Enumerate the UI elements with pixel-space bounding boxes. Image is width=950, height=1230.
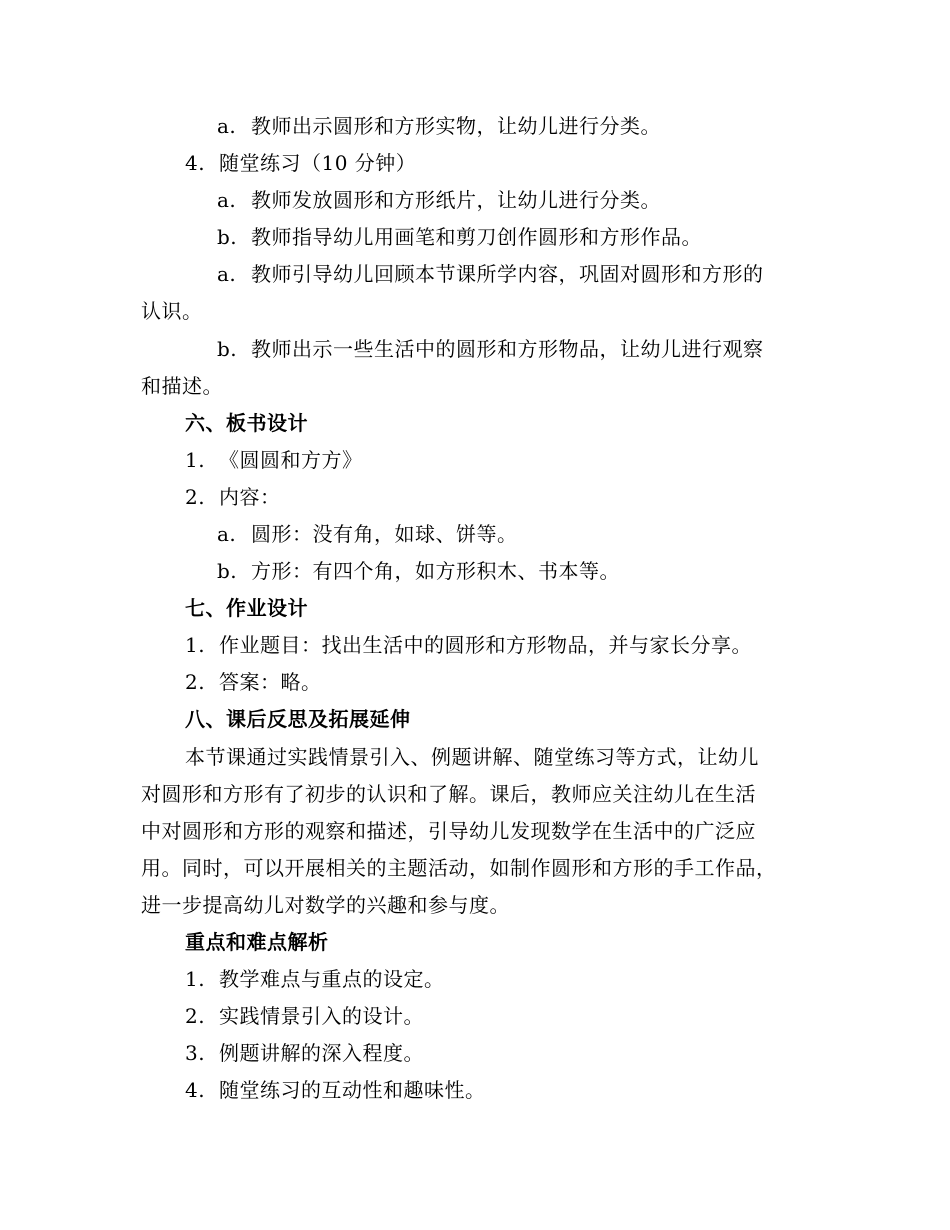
list-item-text: 内容： [219, 485, 281, 509]
section-heading: 七、作业设计 [185, 596, 308, 620]
list-marker: a. [217, 522, 237, 546]
list-item [185, 965, 445, 993]
list-marker: 1. [185, 633, 206, 657]
list-item-text: 随堂练习（10 分钟） [219, 151, 417, 175]
section-heading: 八、课后反思及拓展延伸 [185, 707, 411, 731]
paragraph-line: 对圆形和方形有了初步的认识和了解。课后，教师应关注幼儿在生活 [141, 782, 756, 806]
list-item-text: 圆形：没有角，如球、饼等。 [251, 522, 518, 546]
list-marker: 2. [185, 485, 206, 509]
paragraph-line: 本节课通过实践情景引入、例题讲解、随堂练习等方式，让幼儿 [185, 745, 759, 769]
list-marker: 3. [185, 1041, 206, 1065]
list-item [217, 520, 518, 548]
list-item-text: 作业题目：找出生活中的圆形和方形物品，并与家长分享。 [219, 633, 752, 657]
list-marker: a. [217, 114, 237, 138]
list-marker: 2. [185, 1004, 206, 1028]
section-heading: 重点和难点解析 [185, 930, 329, 954]
list-item [185, 1076, 486, 1104]
list-marker: 1. [185, 967, 206, 991]
list-marker: 4. [185, 151, 206, 175]
list-item-text: 实践情景引入的设计。 [219, 1004, 424, 1028]
list-item [185, 483, 281, 511]
list-item-text: 随堂练习的互动性和趣味性。 [219, 1078, 486, 1102]
list-item-text: 《圆圆和方方》 [219, 448, 363, 472]
list-item-text: 教学难点与重点的设定。 [219, 967, 445, 991]
list-item [217, 112, 661, 140]
list-item [217, 223, 702, 251]
list-item [185, 631, 752, 659]
list-item [217, 186, 661, 214]
list-marker: 2. [185, 670, 206, 694]
list-item [185, 1039, 424, 1067]
paragraph-line: 进一步提高幼儿对数学的兴趣和参与度。 [141, 893, 510, 917]
list-item [185, 446, 363, 474]
list-item-text: 教师出示一些生活中的圆形和方形物品，让幼儿进行观察 [251, 337, 764, 361]
list-item-text: 方形：有四个角，如方形积木、书本等。 [251, 559, 620, 583]
list-marker: b. [217, 559, 238, 583]
paragraph-line: 用。同时，可以开展相关的主题活动，如制作圆形和方形的手工作品， [141, 856, 777, 880]
list-marker: a. [217, 262, 237, 286]
list-item-continuation: 认识。 [141, 299, 203, 323]
list-marker: b. [217, 225, 238, 249]
list-item [217, 335, 764, 363]
list-marker: 1. [185, 448, 206, 472]
section-heading: 六、板书设计 [185, 411, 308, 435]
list-item [185, 149, 416, 177]
list-item-text: 教师指导幼儿用画笔和剪刀创作圆形和方形作品。 [251, 225, 702, 249]
paragraph-line: 中对圆形和方形的观察和描述，引导幼儿发现数学在生活中的广泛应 [141, 819, 756, 843]
list-item-text: 教师发放圆形和方形纸片，让幼儿进行分类。 [251, 188, 661, 212]
list-item-text: 教师出示圆形和方形实物，让幼儿进行分类。 [251, 114, 661, 138]
list-item [217, 557, 620, 585]
list-item-text: 答案：略。 [219, 670, 322, 694]
list-item [185, 1002, 424, 1030]
list-item-continuation: 和描述。 [141, 374, 223, 398]
list-marker: 4. [185, 1078, 206, 1102]
list-item [217, 260, 764, 288]
list-marker: b. [217, 337, 238, 361]
list-item-text: 例题讲解的深入程度。 [219, 1041, 424, 1065]
list-item-text: 教师引导幼儿回顾本节课所学内容，巩固对圆形和方形的 [251, 262, 764, 286]
list-item [185, 668, 322, 696]
list-marker: a. [217, 188, 237, 212]
